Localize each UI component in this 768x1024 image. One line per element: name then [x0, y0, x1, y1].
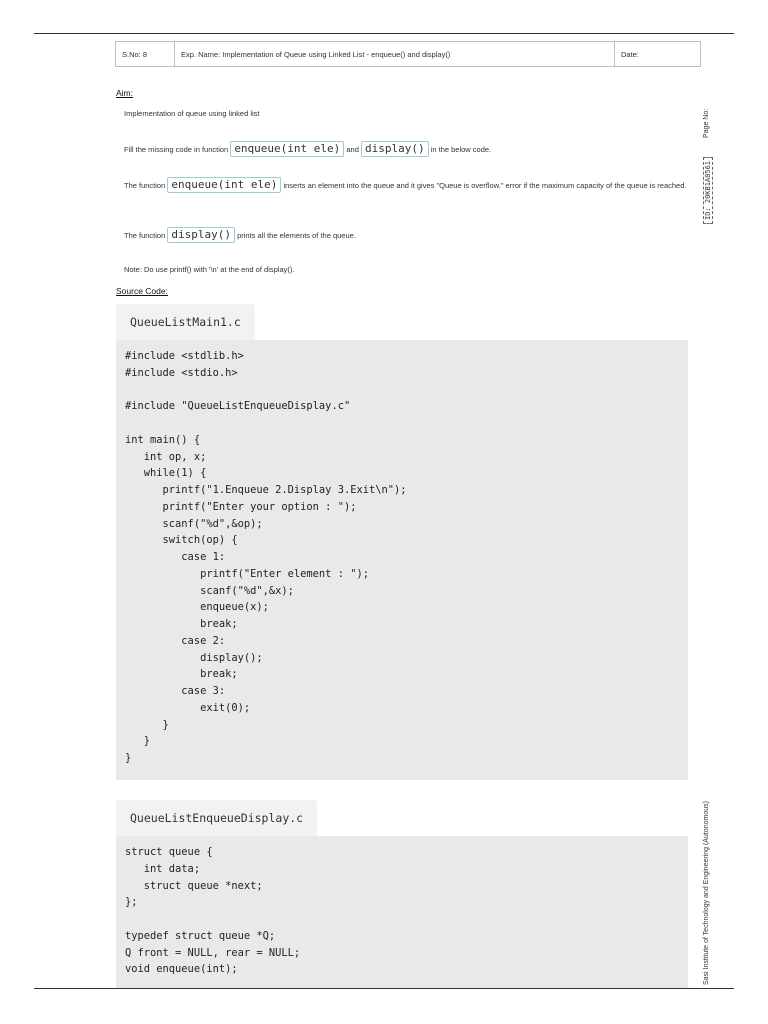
enqueue-desc-end: inserts an element into the queue and it gives "Queue is overflow." error if the maximum capacity of the queue is reached. — [283, 181, 687, 190]
aim-label: Aim: — [116, 88, 133, 98]
aim-instruction — [124, 141, 689, 157]
serial-number: S.No: 8 — [116, 42, 175, 67]
institute-name: Sasi Institute of Technology and Engineering (Autonomous) — [703, 801, 710, 985]
instruction-text-start: Fill the missing code in function — [124, 145, 229, 154]
bottom-rule — [34, 988, 734, 989]
display-desc-end: prints all the elements of the queue. — [237, 231, 356, 240]
instruction-text-mid: and — [346, 145, 359, 154]
top-rule — [34, 33, 734, 34]
code-block-main — [116, 340, 688, 780]
experiment-header-table — [115, 41, 701, 67]
experiment-name: Exp. Name: Implementation of Queue using Linked List - enqueue() and display() — [175, 42, 615, 67]
file-tab-main[interactable]: QueueListMain1.c — [116, 304, 255, 340]
display-desc-start: The function — [124, 231, 166, 240]
instruction-text-end: in the below code. — [430, 145, 492, 154]
enqueue-description — [124, 177, 689, 193]
student-id: ID: 20KB1A0561 — [703, 157, 713, 224]
date-field: Date: — [615, 42, 701, 67]
inline-code-enqueue-2: enqueue(int ele) — [167, 177, 281, 193]
code-main: #include <stdlib.h> #include <stdio.h> #include "QueueListEnqueueDisplay.c" int main() { int op, x; while(1) { printf("1.Enqueue 2.Display 3.Exit\n"); printf("Enter your option : "); scanf("%d",&op); switch(op) { case 1: printf("Enter element : "); scanf("%d",&x); enqueue(x); break; case 2: display(); break; case 3: exit(0); } } } — [125, 350, 407, 764]
page-number-label: Page No: — [703, 108, 710, 138]
inline-code-display-2: display() — [167, 227, 235, 243]
source-code-label: Source Code: — [116, 286, 168, 296]
code-enqueue-display: struct queue { int data; struct queue *next; }; typedef struct queue *Q; Q front = NULL, rear = NULL; void enqueue(int); — [125, 846, 301, 976]
aim-line: Implementation of queue using linked list — [124, 109, 260, 118]
inline-code-display: display() — [361, 141, 429, 157]
inline-code-enqueue: enqueue(int ele) — [230, 141, 344, 157]
display-description — [124, 227, 689, 243]
code-block-enqueue-display — [116, 836, 688, 988]
enqueue-desc-start: The function — [124, 181, 166, 190]
file-tab-enqueue-display[interactable]: QueueListEnqueueDisplay.c — [116, 800, 317, 836]
note-text: Note: Do use printf() with '\n' at the end of display(). — [124, 265, 295, 274]
